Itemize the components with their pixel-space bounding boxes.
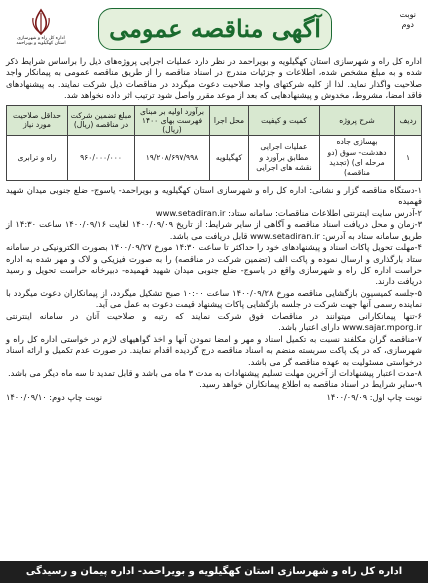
cell-estimate: ۱۹/۲۰۸/۶۹۷/۹۹۸ (135, 136, 210, 181)
clause-5: ۵-جلسه کمیسیون بازگشایی مناقصه مورخ ۱۴۰۰/۰۹/۲۸ ساعت ۱۰:۰۰ صبح تشکیل میگردد، از پیمانکاران دعوت میگردد با نماینده رسمی آنها جهت شرکت در جلسه بازگشایی پاکات پیشنهاد قیمت دعوت به عمل می آید. (6, 287, 422, 310)
cell-location: کهگیلویه (210, 136, 249, 181)
col-header-row-number: ردیف (395, 105, 422, 135)
clause-1: ۱-دستگاه مناقصه گزار و نشانی: اداره کل راه و شهرسازی استان کهگیلویه و بویراحمد- یاسوج- ضلع جنوبی میدان شهید فهمیده (6, 184, 422, 207)
clause-2: ۲-آدرس سایت اینترنتی اطلاعات مناقصات: سامانه ستاد: www.setadiran.ir (155, 207, 422, 218)
emblem-caption: اداره کل راه و شهرسازی استان کهگیلویه و بویراحمد (16, 36, 66, 47)
cell-quantity: عملیات اجرایی مطابق برآورد و نقشه های اجرایی (249, 136, 320, 181)
turn-label: نوبت (399, 10, 416, 19)
turn-value: دوم (401, 20, 414, 30)
intro-paragraph: اداره کل راه و شهرسازی استان کهگیلویه و بویراحمد در نظر دارد عملیات اجرایی پروژه‌های ذیل را براساس شرایط ذکر شده و به مبلغ مشخص شده، اطلاعات و جزئیات مندرج در اسناد مناقصه را از طریق مناقصه عمومی به پیمانکار واجد صلاحیت واگذار نماید. لذا از کلیه شرکتهای واجد صلاحیت دعوت میگردد در مناقصات ذیل شرکت نمایند. به پیشنهادهای فاقد امضا، مشروط، مخدوش و پیشنهادهایی که بعد از موعد مقرر واصل شود ترتیب اثر داده نخواهد شد. (6, 56, 422, 101)
col-header-project: شرح پروژه (320, 105, 395, 135)
table-row (7, 136, 422, 181)
clause-7: ۷-مناقصه گران مکلفند نسبت به تکمیل اسناد و مهر و امضا نمودن آنها و اخذ گواهیهای لازم در خواستی اداره کل راه و شهرسازی، که در یک پاکت سربسته منضم به اسناد مناقصه درج گردیده اقدام نمایند. در صورت عدم تکمیل و ارائه اسناد درخواستی مسئولیت به عهده مناقصه گر می باشد. (6, 333, 422, 367)
col-header-location: محل اجرا (210, 105, 249, 135)
tender-table (6, 105, 422, 181)
clause-6: ۶-تنها پیمانکارانی میتوانند در مناقصات فوق شرکت نمایند که رتبه و صلاحیت آنان در سامانه اینترنتی www.sajar.mporg.ir دارای اعتبار باشد. (6, 310, 422, 333)
col-header-guarantee: مبلغ تضمین شرکت در مناقصه (ریال) (68, 105, 135, 135)
clause-4: ۴-مهلت تحویل پاکات اسناد و پیشنهادهای خود را حداکثر تا ساعت ۱۴:۳۰ مورخ ۱۴۰۰/۰۹/۲۷ بصورت الکترونیکی در سامانه ستاد بارگذاری و ارسال نموده و پاکت الف (تضمین شرکت در مناقصه) را به صورت فیزیکی و لاک و مهر شده به اداره حراست اداره کل راه و شهرسازی واقع در یاسوج- ضلع جنوبی میدان شهید فهمیده- دبیرخانه حراست تحویل و رسید دریافت دارند. (6, 242, 422, 287)
cell-row-number: ۱ (395, 136, 422, 181)
clause-8: ۸-مدت اعتبار پیشنهادات از آخرین مهلت تسلیم پیشنهادات به مدت ۳ ماه می باشد و قابل تمدید تا سه ماه دیگر می باشد. (8, 367, 422, 378)
turn-badge (400, 10, 416, 31)
organization-emblem (12, 8, 70, 52)
col-header-qualification: حداقل صلاحیت مورد نیاز (7, 105, 68, 135)
emblem-icon (28, 8, 54, 36)
cell-qualification: راه و ترابری (7, 136, 68, 181)
title-banner (98, 8, 332, 50)
cell-guarantee: ۹۶۰/۰۰۰/۰۰۰ (68, 136, 135, 181)
col-header-quantity: کمیت و کیفیت (249, 105, 320, 135)
notice-header (6, 4, 422, 54)
footer-text: اداره کل راه و شهرسازی استان کهگیلویه و بویراحمد- اداره پیمان و رسیدگی (25, 566, 403, 578)
col-header-estimate: برآورد اولیه بر مبنای فهرست بهای ۱۴۰۰ (ریال) (135, 105, 210, 135)
clause-9: ۹-سایر شرایط در اسناد مناقصه به اطلاع پیمانکاران خواهد رسید. (199, 379, 422, 390)
clause-3: ۳-زمان و محل دریافت اسناد مناقصه و آگاهی از سایر شرایط: از تاریخ ۱۴۰۰/۰۹/۰۹ لغایت ۱۴۰۰/۰۹/۱۶ ساعت ۱۴:۳۰ از طریق سامانه ستاد به آدرس: www.setadiran.ir قابل دریافت می باشد. (6, 219, 423, 241)
notice-footer (0, 561, 428, 583)
publish-first: نوبت چاپ اول: ۱۴۰۰/۰۹/۰۹ (326, 391, 422, 402)
publish-second: نوبت چاپ دوم: ۱۴۰۰/۰۹/۱۰ (6, 391, 103, 402)
cell-project: بهسازی جاده دهدشت- سوق (دو مرحله ای) (تجدید مناقصه) (320, 136, 395, 181)
notice-title: آگهی مناقصه عمومی (109, 14, 321, 44)
publish-dates (6, 392, 422, 403)
table-header-row (7, 105, 422, 135)
